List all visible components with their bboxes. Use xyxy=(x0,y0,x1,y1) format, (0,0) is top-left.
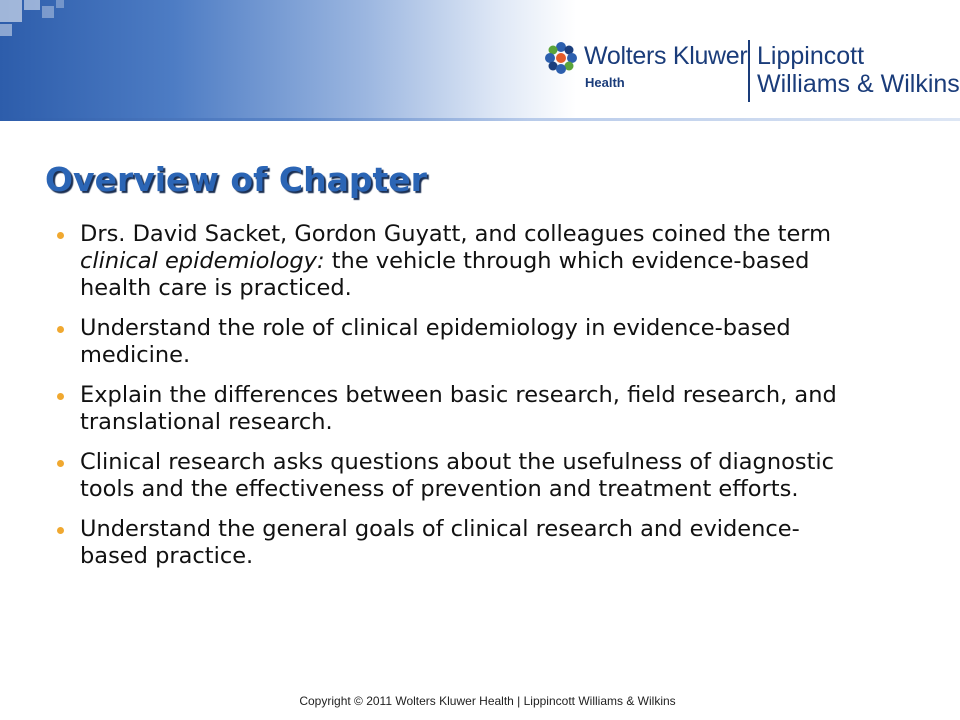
wolters-kluwer-logo-icon xyxy=(544,41,578,75)
bullet-dot-icon xyxy=(57,527,64,534)
logo-divider xyxy=(748,40,750,102)
bullet-item xyxy=(57,449,857,503)
bullet-item xyxy=(57,315,857,369)
logo-lippincott-line2: Williams & Wilkins xyxy=(757,70,960,98)
copyright-footer: Copyright © 2011 Wolters Kluwer Health | Lippincott Williams & Wilkins xyxy=(299,694,676,708)
bullet-dot-icon xyxy=(57,460,64,467)
bullet-text: Explain the differences between basic research, field research, and translational research. xyxy=(80,382,837,435)
logo-health-text: Health xyxy=(585,75,625,90)
bullet-item xyxy=(57,221,857,302)
bullet-text-part: the vehicle through which evidence-based health care is practiced. xyxy=(80,248,810,301)
bullet-dot-icon xyxy=(57,232,64,239)
slide-title: Overview of Chapter xyxy=(45,160,427,199)
logo-lippincott xyxy=(757,42,960,98)
logo-lippincott-line1: Lippincott xyxy=(757,42,865,70)
bullet-text: Clinical research asks questions about the usefulness of diagnostic tools and the effectiveness of prevention and treatment efforts. xyxy=(80,449,835,502)
bullet-list xyxy=(57,221,857,583)
header-divider-line xyxy=(0,118,960,121)
logo-wolters-kluwer-text: Wolters Kluwer xyxy=(584,42,748,70)
bullet-emphasis: clinical epidemiology: xyxy=(80,248,325,274)
bullet-text: Understand the role of clinical epidemiology in evidence-based medicine. xyxy=(80,315,791,368)
bullet-dot-icon xyxy=(57,326,64,333)
bullet-text-part: Drs. David Sacket, Gordon Guyatt, and colleagues coined the term xyxy=(80,221,832,247)
bullet-item xyxy=(57,516,857,570)
bullet-dot-icon xyxy=(57,393,64,400)
bullet-item xyxy=(57,382,857,436)
bullet-text: Understand the general goals of clinical research and evidence-based practice. xyxy=(80,516,800,569)
